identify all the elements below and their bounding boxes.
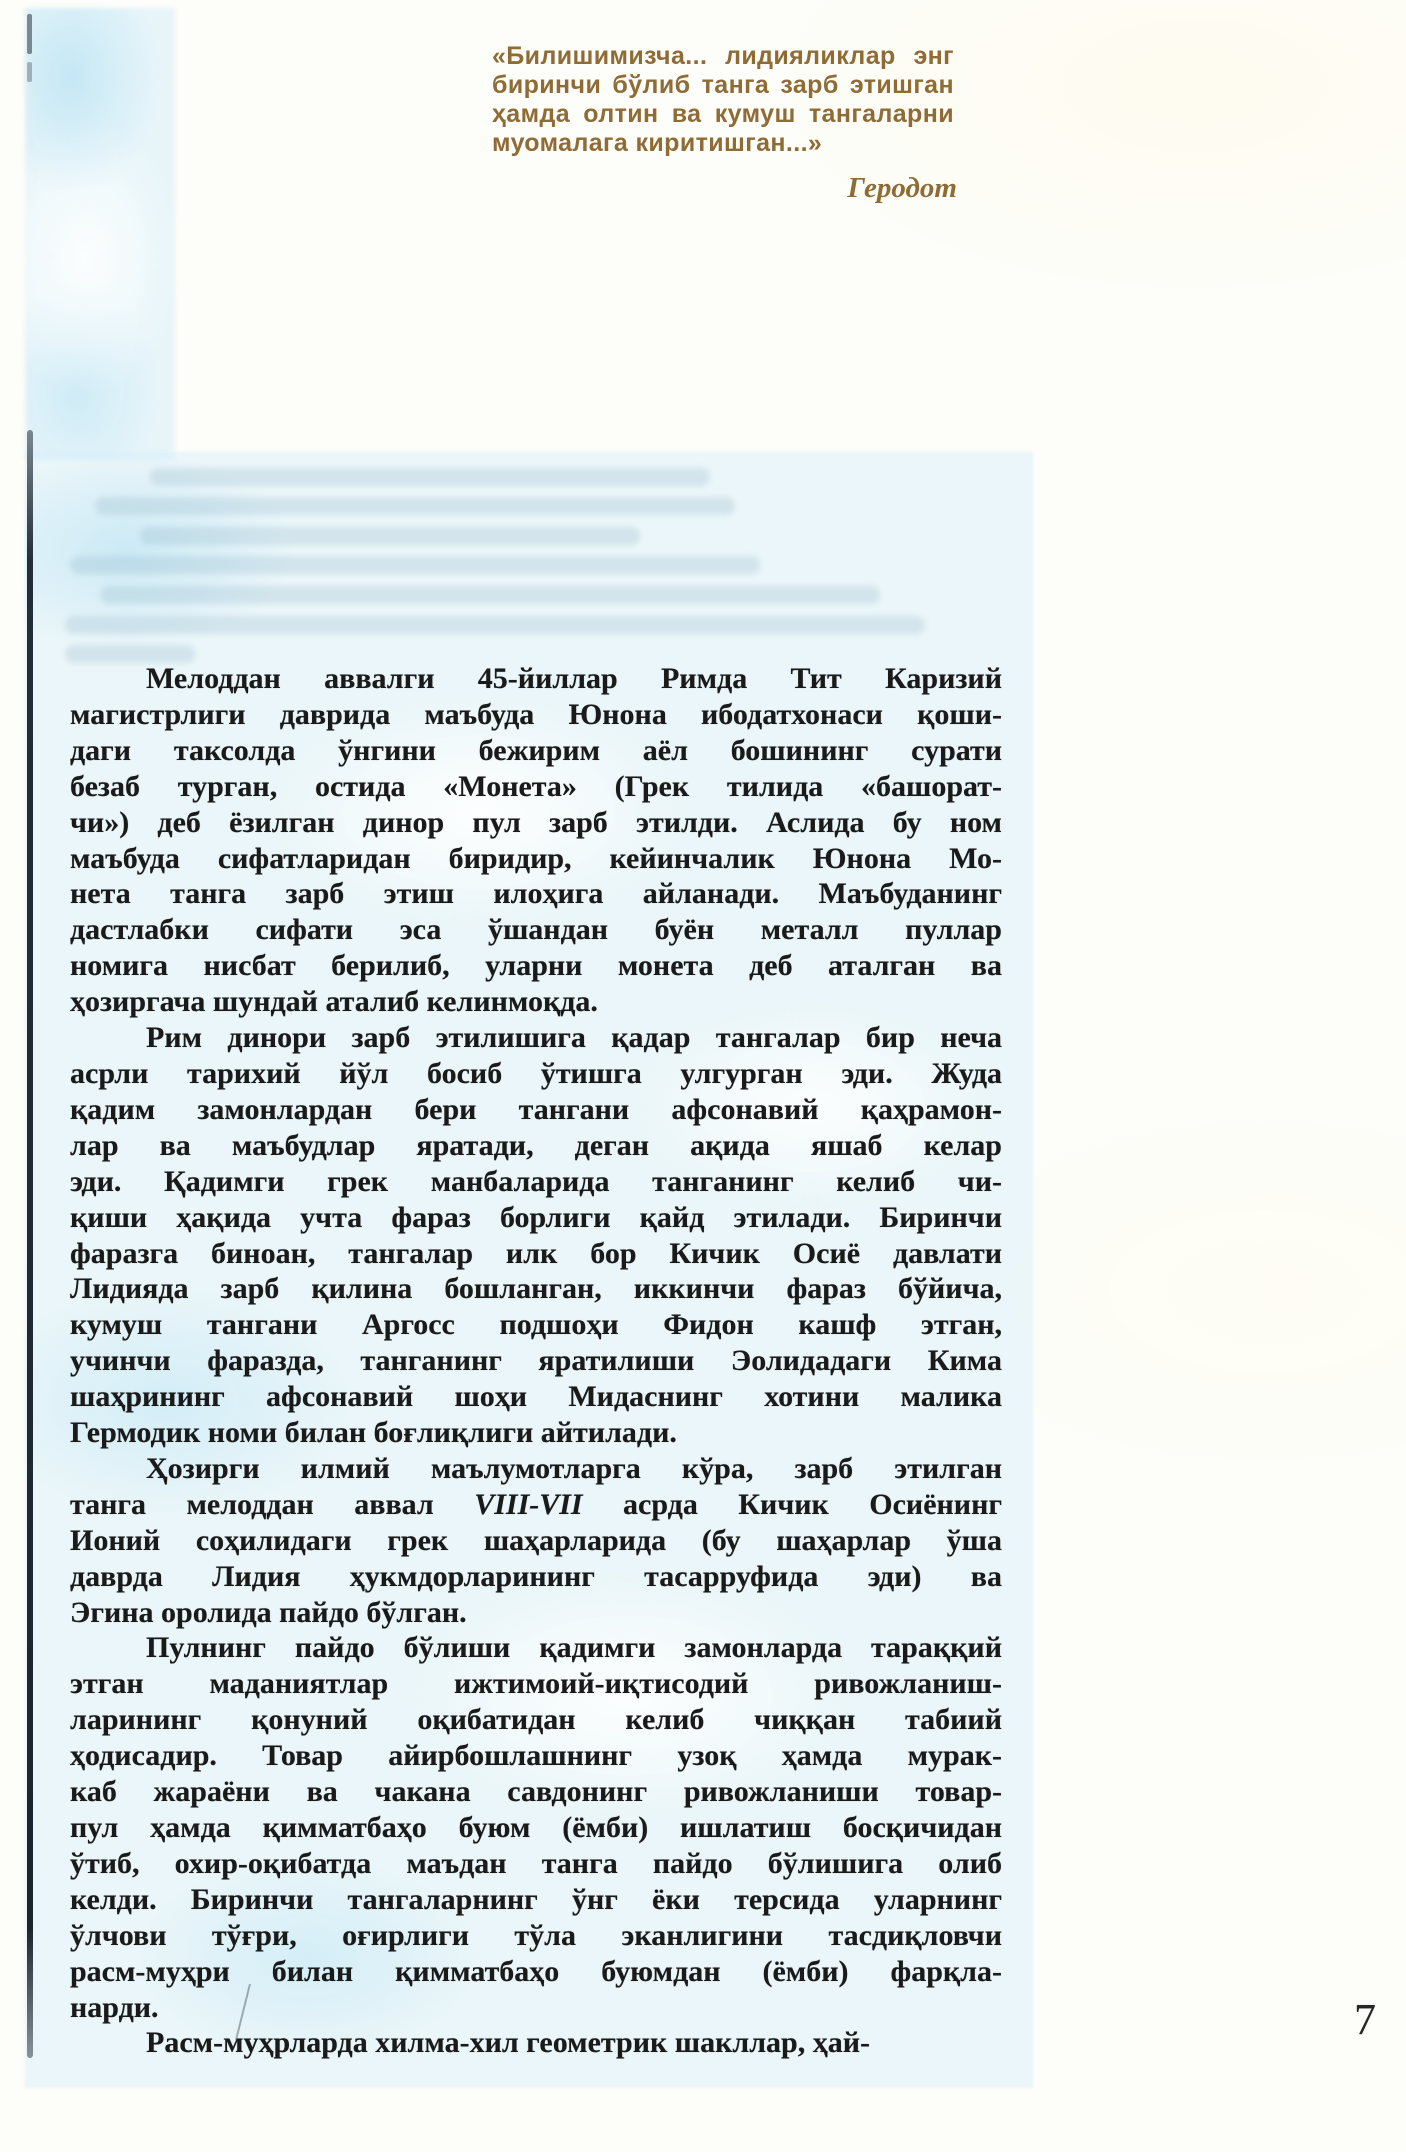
gutter-shadow-dash bbox=[27, 62, 32, 82]
text-line: қиши ҳақида учта фараз борлиги қайд этилади. Биринчи bbox=[70, 1200, 1002, 1234]
epigraph-attribution: Геродот bbox=[847, 172, 957, 204]
epigraph-line: «Билишимизча... лидияликлар энг bbox=[492, 42, 954, 70]
text-line: ўлчови тўғри, оғирлиги тўла эканлигини тасдиқловчи bbox=[70, 1918, 1002, 1952]
paragraph bbox=[70, 1451, 1002, 1631]
epigraph-line: ҳамда олтин ва кумуш тангаларни bbox=[492, 100, 954, 128]
text-line: лар ва маъбудлар яратади, деган ақида яшаб келар bbox=[70, 1128, 1002, 1162]
text-line: Ҳозирги илмий маълумотларга кўра, зарб этилган bbox=[146, 1451, 1002, 1485]
text-line: қадим замонлардан бери тангани афсонавий қаҳрамон- bbox=[70, 1092, 1002, 1126]
text-line: номига нисбат берилиб, уларни монета деб аталган ва bbox=[70, 949, 1002, 983]
bleedthrough-text-line bbox=[100, 586, 880, 604]
body-text bbox=[70, 661, 1002, 2061]
text-line: даги таксолда ўнгини бежирим аёл бошининг сурати bbox=[70, 733, 1002, 767]
text-line: пул ҳамда қимматбаҳо буюм (ёмби) ишлатиш босқичидан bbox=[70, 1811, 1002, 1844]
scan-tint-left-strip bbox=[25, 8, 175, 460]
epigraph bbox=[492, 42, 954, 158]
text-line: Мелоддан аввалги 45-йиллар Римда Тит Каризий bbox=[146, 662, 1002, 695]
text-line: ларининг қонуний оқибатидан келиб чиққан табиий bbox=[70, 1703, 1002, 1737]
text-line: фаразга биноан, тангалар илк бор Кичик Осиё давлати bbox=[70, 1236, 1002, 1270]
paragraph bbox=[70, 1630, 1002, 2025]
text-line: танга мелоддан аввал VIII-VII асрда Кичик Осиёнинг bbox=[70, 1487, 1002, 1521]
text-line: дастлабки сифати эса ўшандан буён металл пуллар bbox=[70, 913, 1002, 947]
bleedthrough-text-line bbox=[150, 468, 710, 486]
epigraph-line: биринчи бўлиб танга зарб этишган bbox=[492, 71, 954, 99]
text-line: келди. Биринчи тангаларнинг ўнг ёки терсида уларнинг bbox=[70, 1882, 1002, 1916]
text-line: Эгина оролида пайдо бўлган. bbox=[70, 1595, 467, 1629]
text-line: ҳодисадир. Товар айирбошлашнинг узоқ ҳамда мурак- bbox=[70, 1739, 1002, 1773]
text-line: асрли тарихий йўл босиб ўтишга улгурган эди. Жуда bbox=[70, 1056, 1002, 1090]
text-line: маъбуда сифатларидан биридир, кейинчалик Юнона Мо- bbox=[70, 841, 1002, 875]
text-line: Лидияда зарб қилина бошланган, иккинчи фараз бўйича, bbox=[70, 1272, 1002, 1306]
text-line: нарди. bbox=[70, 1990, 159, 2024]
bleedthrough-text-line bbox=[65, 616, 925, 634]
bleedthrough-text-line bbox=[95, 497, 735, 515]
epigraph-line: муомалага киритишган...» bbox=[492, 129, 823, 157]
text-line: Рим динори зарб этилишига қадар тангалар бир неча bbox=[146, 1021, 1002, 1055]
paragraph bbox=[70, 661, 1002, 1020]
text-line: Расм-муҳрларда хилма-хил геометрик шакллар, ҳай- bbox=[146, 2026, 870, 2060]
text-line: эди. Қадимги грек манбаларида танганинг келиб чи- bbox=[70, 1164, 1002, 1198]
text-line: чи») деб ёзилган динор пул зарб этилди. Аслида бу ном bbox=[70, 805, 1002, 839]
paragraph bbox=[70, 1020, 1002, 1451]
gutter-shadow-dash bbox=[27, 14, 32, 54]
text-line: кумуш тангани Аргосс подшоҳи Фидон кашф этган, bbox=[70, 1308, 1002, 1342]
text-line: Ионий соҳилидаги грек шаҳарларида (бу шаҳарлар ўша bbox=[70, 1523, 1002, 1557]
text-line: ҳозиргача шундай аталиб келинмоқда. bbox=[70, 985, 598, 1019]
paragraph bbox=[70, 2025, 1002, 2061]
text-line: шаҳрининг афсонавий шоҳи Мидаснинг хотини малика bbox=[70, 1380, 1002, 1414]
text-line: даврда Лидия ҳукмдорларининг тасарруфида эди) ва bbox=[70, 1559, 1002, 1593]
text-line: этган маданиятлар ижтимоий-иқтисодий ривожланиш- bbox=[70, 1667, 1002, 1701]
text-line: нета танга зарб этиш илоҳига айланади. Маъбуданинг bbox=[70, 877, 1002, 911]
text-line: Пулнинг пайдо бўлиши қадимги замонларда тараққий bbox=[146, 1631, 1002, 1665]
text-line: ўтиб, охир-оқибатда маъдан танга пайдо бўлишига олиб bbox=[70, 1846, 1002, 1880]
page-number: 7 bbox=[1354, 1995, 1376, 2044]
gutter-shadow-line bbox=[27, 430, 33, 2058]
bleedthrough-text-line bbox=[140, 527, 640, 545]
text-line: каб жараёни ва чакана савдонинг ривожланиши товар- bbox=[70, 1775, 1002, 1809]
bleedthrough-text-line bbox=[70, 556, 760, 574]
text-line: расм-муҳри билан қимматбаҳо буюмдан (ёмби) фарқла- bbox=[70, 1954, 1002, 1988]
text-line: магистрлиги даврида маъбуда Юнона ибодатхонаси қоши- bbox=[70, 697, 1002, 731]
text-line: безаб турган, остида «Монета» (Грек тилида «башорат- bbox=[70, 769, 1002, 803]
text-line: учинчи фаразда, танганинг яратилиши Эолидадаги Кима bbox=[70, 1344, 1002, 1378]
text-line: Гермодик номи билан боғлиқлиги айтилади. bbox=[70, 1416, 677, 1450]
